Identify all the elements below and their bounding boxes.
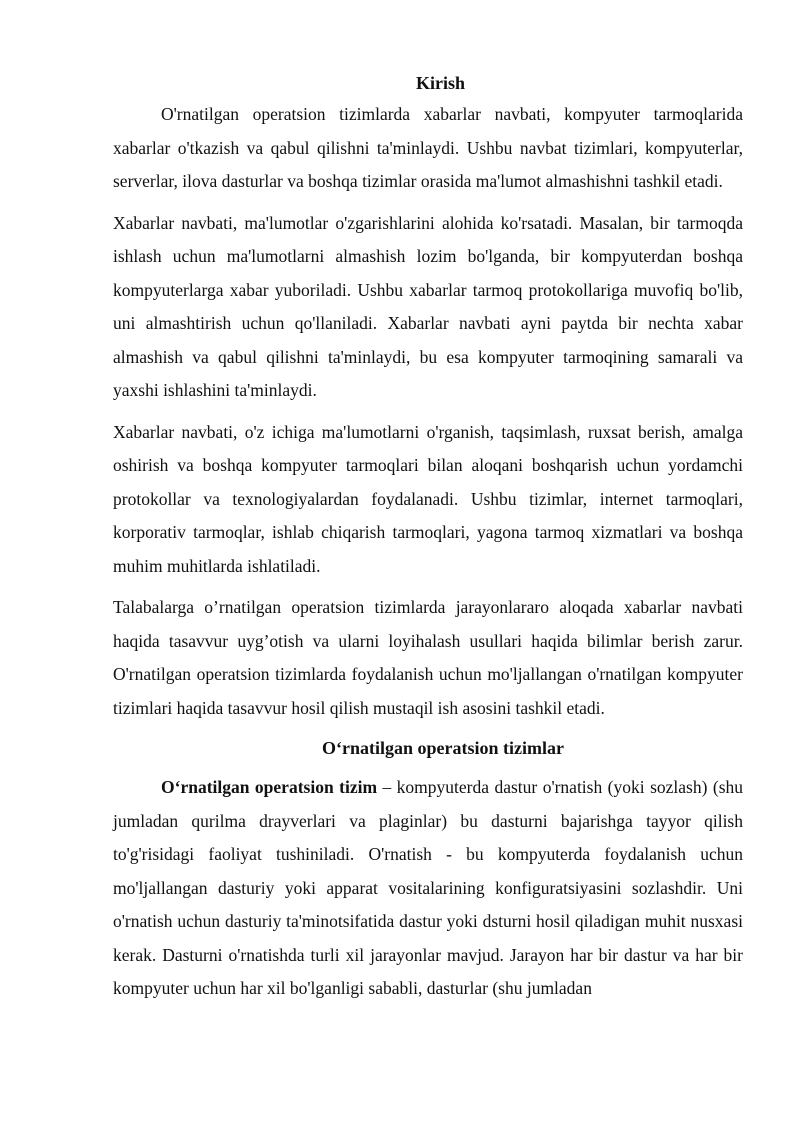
paragraph-intro: O'rnatilgan operatsion tizimlarda xabarlar navbati, kompyuter tarmoqlarida xabarlar o'tkazish va qabul qilishni ta'minlaydi. Ushbu navbat tizimlari, kompyuterlar, serverlar, ilova dasturlar va boshqa tizimlar orasida ma'lumot almashishni tashkil etadi. [113,104,743,191]
section-heading-embedded-os: O‘rnatilgan operatsion tizimlar [322,738,564,758]
defined-term: O‘rnatilgan operatsion tizim [161,777,378,797]
section-heading-kirish: Kirish [415,73,465,93]
paragraph-message-queue: Xabarlar navbati, ma'lumotlar o'zgarishlarini alohida ko'rsatadi. Masalan, bir tarmoqda ishlash uchun ma'lumotlarni almashish lozim bo'lganda, bir kompyuterdan boshqa kompyuterlarga xabar yuboriladi. Ushbu xabarlar tarmoq protokollariga muvofiq bo'lib, uni almashtirish uchun qo'llaniladi. Xabarlar navbati ayni paytda bir nechta xabar almashish va qabul qilishni ta'minlaydi, bu esa kompyuter tarmoqining samarali va yaxshi ishlashini ta'minlaydi. [113,212,743,400]
definition-text: – kompyuterda dastur o'rnatish (yoki sozlash) (shu jumladan qurilma drayverlari va plaginlar) bu dasturni bajarishga tayyor qilish to'g'risidagi faoliyat tushiniladi. O'rnatish - bu kompyuterda foydalanish uchun mo'ljallangan dasturiy yoki apparat vositalarining konfiguratsiyasini sozlashdir. Uni o'rnatish uchun dasturiy ta'minotsifatida dastur yoki dsturni hosil qiladigan muhit nusxasi kerak. Dasturni o'rnatishda turli xil jarayonlar mavjud. Jarayon har bir dastur va har bir kompyuter uchun har xil bo'lganligi sababli, dasturlar (shu jumladan [113,777,743,998]
paragraph-students: Talabalarga o’rnatilgan operatsion tizimlarda jarayonlararo aloqada xabarlar navbati haqida tasavvur uyg’otish va ularni loyihalash usullari haqida bilimlar berish zarur. O'rnatilgan operatsion tizimlarda foydalanish uchun mo'ljallangan o'rnatilgan kompyuter tizimlari haqida tasavvur hosil qilish mustaqil ish asosini tashkil etadi. [113,597,743,718]
paragraph-protocols: Xabarlar navbati, o'z ichiga ma'lumotlarni o'rganish, taqsimlash, ruxsat berish, amalga oshirish va boshqa kompyuter tarmoqlari bilan aloqani boshqarish uchun yordamchi protokollar va texnologiyalardan foydalanadi. Ushbu tizimlar, internet tarmoqlari, korporativ tarmoqlar, ishlab chiqarish tarmoqlari, yagona tarmoq xizmatlari va boshqa muhim muhitlarda ishlatiladi. [113,421,743,576]
paragraph-definition [113,771,743,1006]
